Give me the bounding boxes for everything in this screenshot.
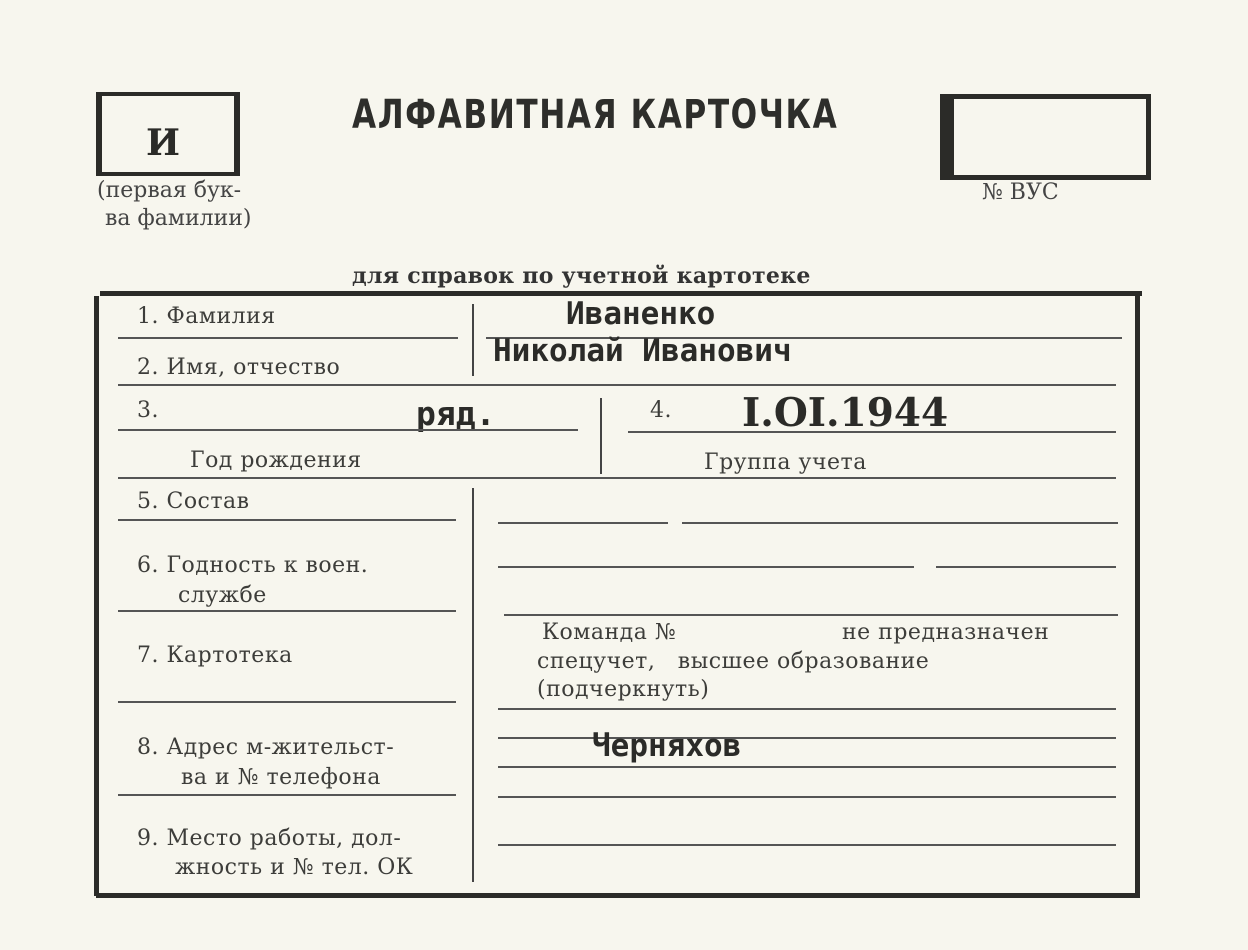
field-6-label-2: службе bbox=[178, 583, 267, 608]
table-bottom-border bbox=[96, 893, 1140, 898]
divider bbox=[498, 708, 1116, 710]
birth-date-value: I.OI.1944 bbox=[742, 390, 949, 436]
field-4-number: 4. bbox=[650, 398, 672, 423]
divider bbox=[118, 337, 458, 339]
name-patronymic-value: Николай Иванович bbox=[493, 333, 792, 369]
team-number-text: Команда № bbox=[542, 620, 677, 645]
divider bbox=[118, 519, 456, 521]
divider bbox=[472, 488, 474, 882]
birth-year-caption: Год рождения bbox=[190, 448, 362, 473]
divider bbox=[498, 796, 1116, 798]
field-2-label: 2. Имя, отчество bbox=[137, 355, 341, 380]
divider bbox=[498, 737, 1116, 739]
divider bbox=[498, 522, 668, 524]
card-title: АЛФАВИТНАЯ КАРТОЧКА bbox=[352, 92, 839, 138]
card-subtitle: для справок по учетной картотеке bbox=[352, 263, 811, 289]
divider bbox=[118, 384, 1116, 386]
table-left-border bbox=[94, 296, 99, 896]
divider bbox=[118, 610, 456, 612]
divider bbox=[118, 701, 456, 703]
surname-letter: И bbox=[146, 122, 181, 164]
divider bbox=[498, 844, 1116, 846]
account-group-caption: Группа учета bbox=[704, 450, 867, 475]
field-9-label-1: 9. Место работы, дол- bbox=[137, 826, 402, 851]
field-5-label: 5. Состав bbox=[137, 489, 250, 514]
not-assigned-text: не предназначен bbox=[842, 620, 1050, 645]
field-9-label-2: жность и № тел. ОК bbox=[175, 855, 414, 880]
letter-caption-2: ва фамилии) bbox=[105, 206, 252, 231]
address-value: Черняхов bbox=[592, 728, 742, 764]
field-6-label-1: 6. Годность к воен. bbox=[137, 553, 369, 578]
divider bbox=[118, 429, 578, 431]
divider bbox=[472, 304, 474, 376]
divider bbox=[498, 766, 1116, 768]
underline-hint-text: (подчеркнуть) bbox=[537, 677, 710, 702]
field-8-label-1: 8. Адрес м-жительст- bbox=[137, 735, 395, 760]
divider bbox=[118, 794, 456, 796]
field-3-number: 3. bbox=[137, 398, 159, 423]
vus-box bbox=[940, 94, 1151, 180]
field-8-label-2: ва и № телефона bbox=[181, 765, 381, 790]
special-account-text: спецучет, высшее образование bbox=[537, 649, 930, 674]
rank-value: ряд. bbox=[416, 394, 496, 433]
divider bbox=[118, 477, 1116, 479]
surname-value: Иваненко bbox=[566, 296, 716, 332]
divider bbox=[600, 398, 602, 474]
letter-caption-1: (первая бук- bbox=[97, 178, 242, 203]
divider bbox=[682, 522, 1118, 524]
table-right-border bbox=[1135, 296, 1140, 896]
field-7-label: 7. Картотека bbox=[137, 643, 293, 668]
divider bbox=[628, 431, 1116, 433]
divider bbox=[504, 614, 1118, 616]
divider bbox=[936, 566, 1116, 568]
field-1-label: 1. Фамилия bbox=[137, 304, 276, 329]
divider bbox=[498, 566, 914, 568]
vus-label: № ВУС bbox=[982, 180, 1059, 205]
